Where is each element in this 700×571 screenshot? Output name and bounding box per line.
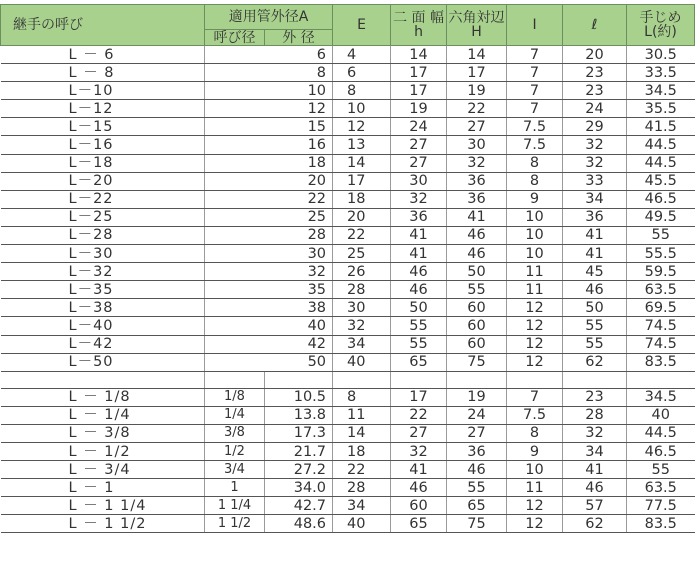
cell-ell: 50 [563, 299, 627, 317]
cell-L: 74.5 [627, 335, 695, 353]
table-row [1, 442, 695, 460]
cell-H: 41 [447, 208, 507, 226]
table-row [1, 64, 695, 82]
cell-pipe-od: 50 [205, 353, 333, 371]
table-header [1, 5, 695, 46]
cell-I: 12 [507, 299, 563, 317]
cell-name: L－20 [1, 172, 205, 190]
cell-h: 46 [391, 479, 447, 497]
cell-I: 8 [507, 424, 563, 442]
cell-name: L－28 [1, 226, 205, 244]
cell-ell: 23 [563, 64, 627, 82]
cell-H: 60 [447, 335, 507, 353]
cell-pipe-od: 32 [205, 263, 333, 281]
cell-E: 14 [333, 154, 391, 172]
cell-L: 35.5 [627, 100, 695, 118]
cell-pipe-nominal: 1 1/4 [205, 497, 265, 515]
cell-pipe-outer: 10.5 [265, 388, 333, 406]
cell-I: 12 [507, 497, 563, 515]
cell-L: 44.5 [627, 424, 695, 442]
cell-E: 6 [333, 64, 391, 82]
cell-H: 46 [447, 461, 507, 479]
cell-E: 22 [333, 226, 391, 244]
header-outer: 外 径 [265, 30, 333, 46]
cell-name: L － 1/8 [1, 388, 205, 406]
spacer-cell [391, 371, 447, 388]
cell-h: 27 [391, 424, 447, 442]
cell-I: 12 [507, 317, 563, 335]
cell-E: 14 [333, 424, 391, 442]
cell-h: 65 [391, 353, 447, 371]
header-ell: ℓ [563, 5, 627, 46]
cell-L: 59.5 [627, 263, 695, 281]
cell-name: L － 3/8 [1, 424, 205, 442]
cell-L: 74.5 [627, 317, 695, 335]
cell-H: 55 [447, 479, 507, 497]
cell-name: L－22 [1, 190, 205, 208]
table-row [1, 118, 695, 136]
cell-pipe-outer: 34.0 [265, 479, 333, 497]
cell-H: 36 [447, 442, 507, 460]
cell-name: L－10 [1, 82, 205, 100]
table-row [1, 353, 695, 371]
cell-name: L － 1 1/4 [1, 497, 205, 515]
cell-I: 8 [507, 172, 563, 190]
cell-L: 83.5 [627, 353, 695, 371]
cell-h: 17 [391, 388, 447, 406]
cell-E: 18 [333, 442, 391, 460]
cell-pipe-outer: 21.7 [265, 442, 333, 460]
cell-ell: 45 [563, 263, 627, 281]
cell-h: 22 [391, 406, 447, 424]
cell-pipe-od: 40 [205, 317, 333, 335]
cell-name: L－12 [1, 100, 205, 118]
cell-h: 14 [391, 46, 447, 64]
table-row [1, 82, 695, 100]
table-row [1, 208, 695, 226]
cell-ell: 32 [563, 136, 627, 154]
cell-ell: 46 [563, 479, 627, 497]
cell-name: L－32 [1, 263, 205, 281]
cell-ell: 62 [563, 515, 627, 533]
cell-h: 17 [391, 82, 447, 100]
cell-pipe-od: 42 [205, 335, 333, 353]
table-row [1, 172, 695, 190]
cell-E: 11 [333, 406, 391, 424]
cell-pipe-od: 18 [205, 154, 333, 172]
cell-I: 11 [507, 263, 563, 281]
header-E: E [333, 5, 391, 46]
cell-pipe-nominal: 1 [205, 479, 265, 497]
cell-h: 60 [391, 497, 447, 515]
table-row [1, 136, 695, 154]
cell-h: 50 [391, 299, 447, 317]
cell-I: 7.5 [507, 118, 563, 136]
cell-H: 27 [447, 424, 507, 442]
cell-h: 46 [391, 281, 447, 299]
cell-E: 34 [333, 335, 391, 353]
cell-ell: 62 [563, 353, 627, 371]
cell-H: 46 [447, 226, 507, 244]
cell-H: 14 [447, 46, 507, 64]
cell-ell: 23 [563, 388, 627, 406]
cell-ell: 28 [563, 406, 627, 424]
cell-name: L － 1 [1, 479, 205, 497]
cell-pipe-od: 16 [205, 136, 333, 154]
cell-I: 12 [507, 335, 563, 353]
spacer-cell [1, 371, 205, 388]
table-row [1, 461, 695, 479]
header-h: 二 面 幅 h [391, 5, 447, 46]
cell-I: 7.5 [507, 406, 563, 424]
cell-pipe-outer: 17.3 [265, 424, 333, 442]
cell-I: 11 [507, 479, 563, 497]
cell-pipe-od: 20 [205, 172, 333, 190]
cell-I: 10 [507, 208, 563, 226]
cell-H: 22 [447, 100, 507, 118]
table-row [1, 299, 695, 317]
cell-H: 75 [447, 353, 507, 371]
cell-I: 11 [507, 281, 563, 299]
table-row [1, 515, 695, 533]
cell-L: 44.5 [627, 136, 695, 154]
cell-pipe-od: 28 [205, 226, 333, 244]
cell-pipe-od: 12 [205, 100, 333, 118]
cell-E: 28 [333, 281, 391, 299]
cell-E: 26 [333, 263, 391, 281]
table-row [1, 245, 695, 263]
cell-name: L－15 [1, 118, 205, 136]
table-row [1, 335, 695, 353]
table-body [1, 46, 695, 533]
cell-pipe-od: 30 [205, 245, 333, 263]
cell-name: L － 3/4 [1, 461, 205, 479]
cell-pipe-nominal: 3/8 [205, 424, 265, 442]
cell-E: 32 [333, 317, 391, 335]
cell-H: 46 [447, 245, 507, 263]
header-pipe-od-group: 適用管外径A [205, 5, 333, 30]
cell-h: 19 [391, 100, 447, 118]
cell-name: L－35 [1, 281, 205, 299]
cell-name: L－42 [1, 335, 205, 353]
cell-h: 65 [391, 515, 447, 533]
cell-pipe-od: 38 [205, 299, 333, 317]
cell-ell: 41 [563, 226, 627, 244]
cell-H: 55 [447, 281, 507, 299]
cell-E: 12 [333, 118, 391, 136]
cell-pipe-od: 25 [205, 208, 333, 226]
cell-E: 40 [333, 515, 391, 533]
table-row [1, 497, 695, 515]
spacer-cell [265, 371, 333, 388]
cell-H: 32 [447, 154, 507, 172]
cell-ell: 46 [563, 281, 627, 299]
cell-E: 13 [333, 136, 391, 154]
table-row [1, 388, 695, 406]
cell-pipe-outer: 48.6 [265, 515, 333, 533]
cell-h: 27 [391, 154, 447, 172]
cell-L: 46.5 [627, 190, 695, 208]
cell-h: 27 [391, 136, 447, 154]
cell-h: 32 [391, 190, 447, 208]
cell-L: 34.5 [627, 82, 695, 100]
cell-name: L－18 [1, 154, 205, 172]
cell-h: 17 [391, 64, 447, 82]
cell-H: 17 [447, 64, 507, 82]
cell-h: 36 [391, 208, 447, 226]
cell-E: 20 [333, 208, 391, 226]
cell-pipe-od: 35 [205, 281, 333, 299]
cell-L: 41.5 [627, 118, 695, 136]
fitting-dimension-table [0, 4, 695, 533]
cell-h: 24 [391, 118, 447, 136]
cell-I: 7 [507, 82, 563, 100]
cell-I: 10 [507, 245, 563, 263]
cell-ell: 41 [563, 461, 627, 479]
cell-h: 41 [391, 226, 447, 244]
cell-I: 9 [507, 442, 563, 460]
cell-L: 77.5 [627, 497, 695, 515]
cell-I: 7 [507, 100, 563, 118]
cell-name: L－38 [1, 299, 205, 317]
cell-I: 7 [507, 388, 563, 406]
table-row [1, 46, 695, 64]
cell-E: 22 [333, 461, 391, 479]
cell-L: 45.5 [627, 172, 695, 190]
cell-H: 60 [447, 299, 507, 317]
cell-pipe-nominal: 1/4 [205, 406, 265, 424]
header-H: 六角対辺 H [447, 5, 507, 46]
cell-h: 55 [391, 335, 447, 353]
cell-I: 7 [507, 46, 563, 64]
cell-L: 46.5 [627, 442, 695, 460]
cell-I: 10 [507, 461, 563, 479]
cell-ell: 41 [563, 245, 627, 263]
cell-pipe-nominal: 1 1/2 [205, 515, 265, 533]
table-row [1, 424, 695, 442]
cell-L: 55 [627, 461, 695, 479]
table-row [1, 226, 695, 244]
cell-ell: 32 [563, 424, 627, 442]
cell-L: 55 [627, 226, 695, 244]
table-row [1, 479, 695, 497]
cell-L: 55.5 [627, 245, 695, 263]
cell-L: 30.5 [627, 46, 695, 64]
cell-name: L－30 [1, 245, 205, 263]
cell-E: 25 [333, 245, 391, 263]
cell-pipe-od: 6 [205, 46, 333, 64]
header-fitting-name: 継手の呼び [1, 5, 205, 46]
cell-ell: 24 [563, 100, 627, 118]
cell-H: 75 [447, 515, 507, 533]
cell-pipe-nominal: 1/8 [205, 388, 265, 406]
cell-ell: 33 [563, 172, 627, 190]
table-row [1, 100, 695, 118]
cell-E: 17 [333, 172, 391, 190]
cell-name: L － 1/4 [1, 406, 205, 424]
spacer-cell [563, 371, 627, 388]
cell-ell: 20 [563, 46, 627, 64]
cell-h: 41 [391, 245, 447, 263]
table-row [1, 317, 695, 335]
header-nominal: 呼び径 [205, 30, 265, 46]
table-row [1, 281, 695, 299]
cell-L: 40 [627, 406, 695, 424]
table-row [1, 154, 695, 172]
table-row [1, 406, 695, 424]
cell-L: 69.5 [627, 299, 695, 317]
cell-I: 7 [507, 64, 563, 82]
cell-ell: 32 [563, 154, 627, 172]
cell-H: 50 [447, 263, 507, 281]
cell-h: 55 [391, 317, 447, 335]
cell-pipe-od: 10 [205, 82, 333, 100]
cell-pipe-outer: 13.8 [265, 406, 333, 424]
cell-L: 63.5 [627, 281, 695, 299]
cell-H: 27 [447, 118, 507, 136]
cell-H: 65 [447, 497, 507, 515]
cell-E: 10 [333, 100, 391, 118]
cell-name: L－40 [1, 317, 205, 335]
cell-h: 32 [391, 442, 447, 460]
cell-ell: 57 [563, 497, 627, 515]
cell-E: 8 [333, 82, 391, 100]
cell-I: 9 [507, 190, 563, 208]
header-I: I [507, 5, 563, 46]
spacer-cell [333, 371, 391, 388]
cell-ell: 29 [563, 118, 627, 136]
cell-pipe-outer: 27.2 [265, 461, 333, 479]
header-L: 手じめ L(約) [627, 5, 695, 46]
cell-H: 19 [447, 388, 507, 406]
cell-pipe-nominal: 3/4 [205, 461, 265, 479]
cell-ell: 23 [563, 82, 627, 100]
cell-name: L － 6 [1, 46, 205, 64]
spacer-cell [447, 371, 507, 388]
cell-H: 24 [447, 406, 507, 424]
cell-E: 28 [333, 479, 391, 497]
cell-E: 4 [333, 46, 391, 64]
cell-ell: 34 [563, 190, 627, 208]
cell-I: 12 [507, 353, 563, 371]
spacer-cell [205, 371, 265, 388]
cell-H: 36 [447, 190, 507, 208]
cell-name: L － 8 [1, 64, 205, 82]
spacer-cell [627, 371, 695, 388]
cell-pipe-outer: 42.7 [265, 497, 333, 515]
cell-H: 60 [447, 317, 507, 335]
cell-pipe-od: 8 [205, 64, 333, 82]
cell-E: 30 [333, 299, 391, 317]
cell-H: 19 [447, 82, 507, 100]
cell-L: 49.5 [627, 208, 695, 226]
cell-L: 44.5 [627, 154, 695, 172]
cell-h: 30 [391, 172, 447, 190]
cell-L: 33.5 [627, 64, 695, 82]
cell-pipe-od: 15 [205, 118, 333, 136]
cell-I: 8 [507, 154, 563, 172]
cell-name: L － 1/2 [1, 442, 205, 460]
cell-pipe-nominal: 1/2 [205, 442, 265, 460]
cell-L: 63.5 [627, 479, 695, 497]
cell-h: 46 [391, 263, 447, 281]
cell-ell: 36 [563, 208, 627, 226]
cell-L: 83.5 [627, 515, 695, 533]
cell-I: 7.5 [507, 136, 563, 154]
spacer-cell [507, 371, 563, 388]
cell-E: 8 [333, 388, 391, 406]
cell-H: 36 [447, 172, 507, 190]
cell-E: 18 [333, 190, 391, 208]
cell-name: L－50 [1, 353, 205, 371]
cell-name: L － 1 1/2 [1, 515, 205, 533]
cell-E: 34 [333, 497, 391, 515]
cell-E: 40 [333, 353, 391, 371]
table-row [1, 263, 695, 281]
cell-pipe-od: 22 [205, 190, 333, 208]
section-spacer [1, 371, 695, 388]
cell-I: 10 [507, 226, 563, 244]
cell-L: 34.5 [627, 388, 695, 406]
cell-H: 30 [447, 136, 507, 154]
cell-I: 12 [507, 515, 563, 533]
table-row [1, 190, 695, 208]
cell-h: 41 [391, 461, 447, 479]
cell-ell: 34 [563, 442, 627, 460]
cell-name: L－25 [1, 208, 205, 226]
cell-ell: 55 [563, 317, 627, 335]
cell-ell: 55 [563, 335, 627, 353]
cell-name: L－16 [1, 136, 205, 154]
